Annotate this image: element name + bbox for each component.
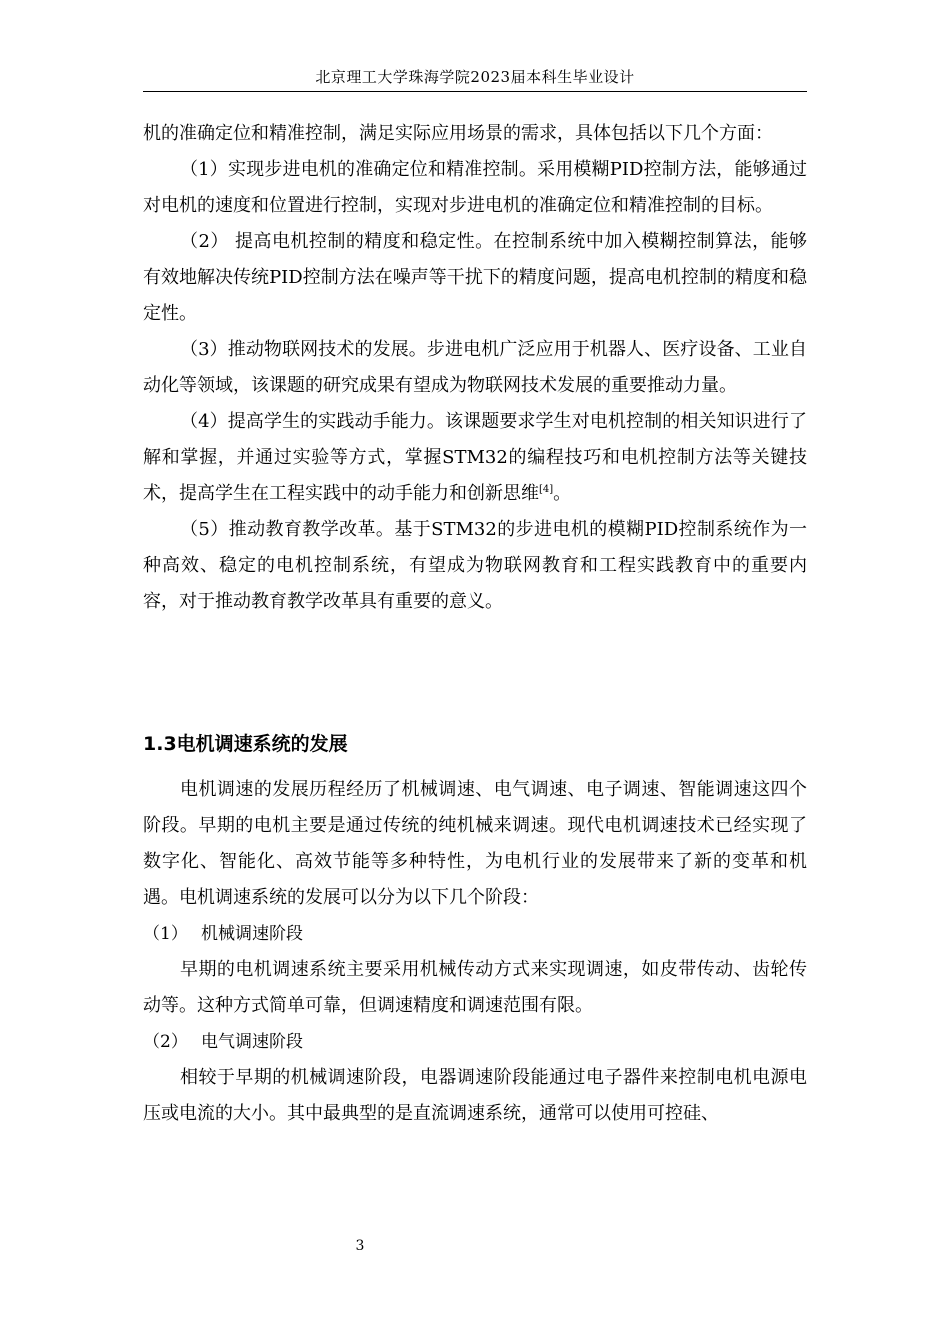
paragraph-item-5: （5）推动教育教学改革。基于STM32的步进电机的模糊PID控制系统作为一种高效、稳定的电机控制系统，有望成为物联网教育和工程实践教育中的重要内容，对于推动教育教学改革具有重要的意义。	[143, 519, 807, 612]
paragraph-item-4	[143, 404, 807, 512]
stage-2-number: （2）	[143, 1032, 188, 1052]
section-spacer	[143, 620, 807, 726]
paragraph-item-3: （3）推动物联网技术的发展。步进电机广泛应用于机器人、医疗设备、工业自动化等领域，该课题的研究成果有望成为物联网技术发展的重要推动力量。	[143, 339, 807, 396]
stage-1-title: 机械调速阶段	[201, 924, 303, 944]
paragraph-continuation: 机的准确定位和精准控制，满足实际应用场景的需求，具体包括以下几个方面：	[143, 123, 773, 144]
header-divider	[143, 91, 807, 92]
page-number: 3	[355, 1238, 365, 1254]
document-body	[143, 116, 807, 1132]
stage-1-heading	[143, 916, 807, 952]
stage-2-paragraph: 相较于早期的机械调速阶段，电器调速阶段能通过电子器件来控制电机电源电压或电流的大小。其中最典型的是直流调速系统，通常可以使用可控硅、	[143, 1067, 807, 1124]
stage-2-heading	[143, 1024, 807, 1060]
stage-2-title: 电气调速阶段	[201, 1032, 303, 1052]
page-header: 北京理工大学珠海学院2023届本科生毕业设计	[315, 68, 635, 86]
section-intro-paragraph: 电机调速的发展历程经历了机械调速、电气调速、电子调速、智能调速这四个阶段。早期的电机主要是通过传统的纯机械来调速。现代电机调速技术已经实现了数字化、智能化、高效节能等多种特性，为电机行业的发展带来了新的变革和机遇。电机调速系统的发展可以分为以下几个阶段：	[143, 779, 807, 908]
paragraph-item-1: （1）实现步进电机的准确定位和精准控制。采用模糊PID控制方法，能够通过对电机的速度和位置进行控制，实现对步进电机的准确定位和精准控制的目标。	[143, 159, 807, 216]
paragraph-item-2: （2） 提高电机控制的精度和稳定性。在控制系统中加入模糊控制算法，能够有效地解决传统PID控制方法在噪声等干扰下的精度问题，提高电机控制的精度和稳定性。	[143, 231, 807, 324]
stage-1-paragraph: 早期的电机调速系统主要采用机械传动方式来实现调速，如皮带传动、齿轮传动等。这种方式简单可靠，但调速精度和调速范围有限。	[143, 959, 807, 1016]
citation-mark: [4]	[539, 484, 554, 495]
citation-period: 。	[553, 483, 572, 504]
stage-1-number: （1）	[143, 924, 188, 944]
section-heading: 1.3电机调速系统的发展	[143, 733, 348, 755]
paragraph-item-4-text: （4）提高学生的实践动手能力。该课题要求学生对电机控制的相关知识进行了解和掌握，并通过实验等方式，掌握STM32的编程技巧和电机控制方法等关键技术，提高学生在工程实践中的动手能力和创新思维	[143, 411, 807, 504]
